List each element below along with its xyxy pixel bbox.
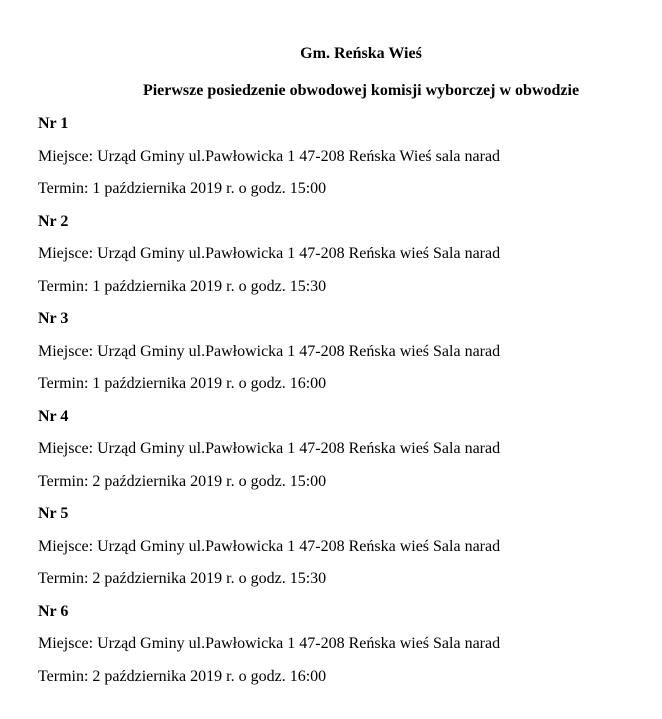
precinct-section-6 [38, 602, 662, 687]
meeting-place: Miejsce: Urząd Gminy ul.Pawłowicka 1 47-208 Reńska wieś Sala narad [38, 245, 501, 262]
precinct-section-4 [38, 407, 662, 492]
meeting-place: Miejsce: Urząd Gminy ul.Pawłowicka 1 47-208 Reńska wieś Sala narad [38, 537, 501, 555]
meeting-time: Termin: 2 października 2019 r. o godz. 15:30 [38, 570, 327, 587]
document-header [38, 44, 662, 101]
precinct-section-5 [38, 504, 662, 589]
precinct-section-1 [38, 114, 662, 199]
precinct-number: Nr 6 [38, 602, 69, 620]
precinct-number: Nr 2 [38, 212, 69, 230]
meeting-place: Miejsce: Urząd Gminy ul.Pawłowicka 1 47-208 Reńska wieś Sala narad [38, 635, 501, 652]
precinct-number: Nr 1 [38, 115, 69, 132]
document-subtitle: Pierwsze posiedzenie obwodowej komisji wyborczej w obwodzie [142, 82, 580, 99]
meeting-place: Miejsce: Urząd Gminy ul.Pawłowicka 1 47-208 Reńska Wieś sala narad [38, 147, 501, 165]
precinct-number: Nr 4 [38, 407, 69, 425]
meeting-time: Termin: 1 października 2019 r. o godz. 16:00 [38, 375, 327, 392]
precinct-section-2 [38, 212, 662, 297]
precinct-number: Nr 5 [38, 505, 69, 522]
document-title: Gm. Reńska Wieś [300, 45, 422, 62]
meeting-time: Termin: 1 października 2019 r. o godz. 15:00 [38, 180, 327, 197]
meeting-time: Termin: 2 października 2019 r. o godz. 15:00 [38, 472, 327, 490]
precinct-number: Nr 3 [38, 310, 69, 327]
meeting-time: Termin: 2 października 2019 r. o godz. 16:00 [38, 667, 327, 685]
precinct-section-3 [38, 309, 662, 394]
meeting-place: Miejsce: Urząd Gminy ul.Pawłowicka 1 47-208 Reńska wieś Sala narad [38, 342, 501, 360]
meeting-time: Termin: 1 października 2019 r. o godz. 15:30 [38, 277, 327, 295]
meeting-place: Miejsce: Urząd Gminy ul.Pawłowicka 1 47-208 Reńska wieś Sala narad [38, 440, 501, 457]
